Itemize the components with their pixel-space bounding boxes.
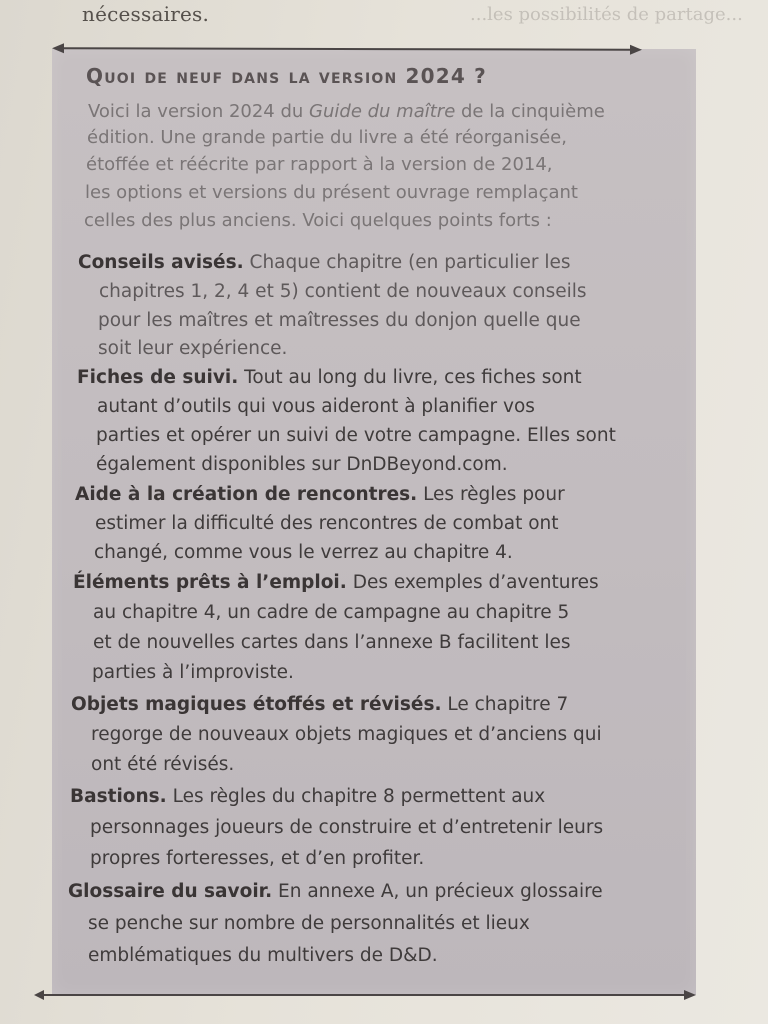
entry-term: Bastions. bbox=[70, 786, 167, 807]
intro-line-1 bbox=[88, 101, 605, 122]
entry-line: regorge de nouveaux objets magiques et d’anciens qui bbox=[91, 724, 602, 745]
entry-line: autant d’outils qui vous aideront à planifier vos bbox=[97, 396, 535, 417]
intro-line-3: étoffée et réécrite par rapport à la version de 2014, bbox=[86, 154, 553, 175]
entry-line: emblématiques du multivers de D&D. bbox=[88, 945, 438, 966]
entry-bastions bbox=[70, 786, 545, 807]
entry-line: au chapitre 4, un cadre de campagne au chapitre 5 bbox=[93, 602, 570, 623]
sidebar-title: Quoi de neuf dans la version 2024 ? bbox=[86, 64, 487, 88]
entry-elements bbox=[73, 572, 599, 593]
entry-text: Le chapitre 7 bbox=[441, 694, 569, 715]
intro-text: de la cinquième bbox=[455, 101, 605, 122]
book-title: Guide du maître bbox=[309, 101, 456, 122]
entry-text: Les règles du chapitre 8 permettent aux bbox=[166, 786, 546, 807]
entry-term: Éléments prêts à l’emploi. bbox=[73, 572, 347, 593]
intro-line-2: édition. Une grande partie du livre a été réorganisée, bbox=[87, 127, 567, 148]
entry-text: Tout au long du livre, ces fiches sont bbox=[238, 367, 582, 388]
entry-line: et de nouvelles cartes dans l’annexe B facilitent les bbox=[93, 632, 571, 653]
entry-line: également disponibles sur DnDBeyond.com. bbox=[96, 454, 508, 475]
entry-term: Aide à la création de rencontres. bbox=[75, 484, 418, 505]
entry-objets bbox=[71, 694, 568, 715]
intro-text: Voici la version 2024 du bbox=[88, 101, 310, 122]
entry-rencontres bbox=[75, 484, 565, 505]
entry-line: se penche sur nombre de personnalités et lieux bbox=[88, 913, 530, 934]
entry-text: Chaque chapitre (en particulier les bbox=[243, 252, 571, 273]
entry-line: chapitres 1, 2, 4 et 5) contient de nouveaux conseils bbox=[99, 281, 587, 302]
sidebar-bottom-rule bbox=[44, 994, 684, 996]
entry-line: propres forteresses, et d’en profiter. bbox=[90, 848, 425, 869]
entry-text: Les règles pour bbox=[417, 484, 565, 505]
rule-right-arrow-icon bbox=[684, 990, 696, 1000]
preceding-text: nécessaires. bbox=[82, 2, 210, 26]
bleed-through-text: ...les possibilités de partage... bbox=[470, 4, 743, 25]
entry-conseils bbox=[78, 252, 571, 273]
entry-fiches bbox=[77, 367, 582, 388]
intro-line-4: les options et versions du présent ouvrage remplaçant bbox=[85, 182, 578, 203]
entry-term: Fiches de suivi. bbox=[77, 367, 239, 388]
entry-line: personnages joueurs de construire et d’entretenir leurs bbox=[90, 817, 604, 838]
rule-right-arrow-icon bbox=[630, 45, 642, 55]
entry-line: estimer la difficulté des rencontres de combat ont bbox=[95, 513, 559, 534]
entry-line: soit leur expérience. bbox=[98, 338, 288, 359]
rule-left-arrow-icon bbox=[34, 990, 44, 1000]
entry-text: Des exemples d’aventures bbox=[346, 572, 599, 593]
intro-line-5: celles des plus anciens. Voici quelques points forts : bbox=[84, 210, 552, 231]
entry-line: ont été révisés. bbox=[91, 754, 235, 775]
entry-glossaire bbox=[68, 881, 603, 902]
entry-term: Conseils avisés. bbox=[78, 252, 244, 273]
entry-text: En annexe A, un précieux glossaire bbox=[272, 881, 603, 902]
entry-line: pour les maîtres et maîtresses du donjon quelle que bbox=[98, 310, 581, 331]
entry-line: parties et opérer un suivi de votre campagne. Elles sont bbox=[96, 425, 616, 446]
entry-line: parties à l’improviste. bbox=[92, 662, 294, 683]
entry-term: Objets magiques étoffés et révisés. bbox=[71, 694, 442, 715]
entry-line: changé, comme vous le verrez au chapitre 4. bbox=[94, 542, 513, 563]
entry-term: Glossaire du savoir. bbox=[68, 881, 273, 902]
rule-left-arrow-icon bbox=[52, 43, 64, 53]
